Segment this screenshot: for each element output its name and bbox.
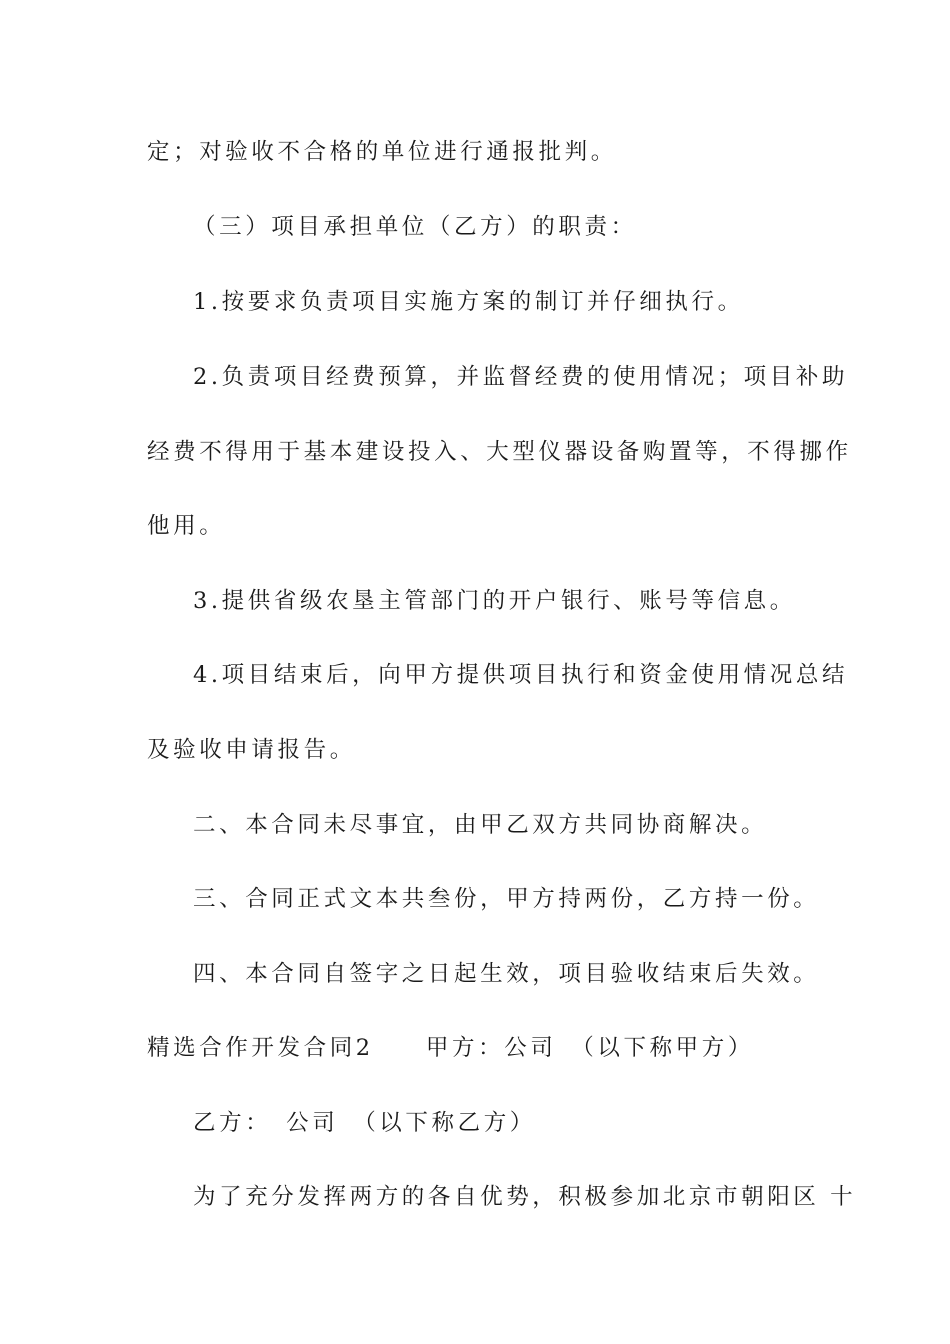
clause-line: 二、本合同未尽事宜，由甲乙双方共同协商解决。 xyxy=(193,812,768,838)
paragraph-line: 定；对验收不合格的单位进行通报批判。 xyxy=(147,139,617,165)
list-item: 2.负责项目经费预算，并监督经费的使用情况；项目补助 xyxy=(193,364,849,390)
list-item: 1.按要求负责项目实施方案的制订并仔细执行。 xyxy=(193,289,744,315)
clause-line: 四、本合同自签字之日起生效，项目验收结束后失效。 xyxy=(193,961,820,987)
paragraph-line: 他用。 xyxy=(147,513,226,539)
party-line: 乙方： 公司 （以下称乙方） xyxy=(193,1110,536,1136)
clause-line: 三、合同正式文本共叁份，甲方持两份，乙方持一份。 xyxy=(193,886,820,912)
paragraph-line: 为了充分发挥两方的各自优势，积极参加北京市朝阳区 十 xyxy=(193,1184,857,1210)
contract-title-line: 精选合作开发合同2 甲方：公司 （以下称甲方） xyxy=(147,1035,754,1061)
paragraph-line: 经费不得用于基本建设投入、大型仪器设备购置等，不得挪作 xyxy=(147,439,852,465)
section-heading: （三）项目承担单位（乙方）的职责： xyxy=(193,214,637,240)
paragraph-line: 及验收申请报告。 xyxy=(147,737,356,763)
list-item: 3.提供省级农垦主管部门的开户银行、账号等信息。 xyxy=(193,588,796,614)
list-item: 4.项目结束后，向甲方提供项目执行和资金使用情况总结 xyxy=(193,662,849,688)
